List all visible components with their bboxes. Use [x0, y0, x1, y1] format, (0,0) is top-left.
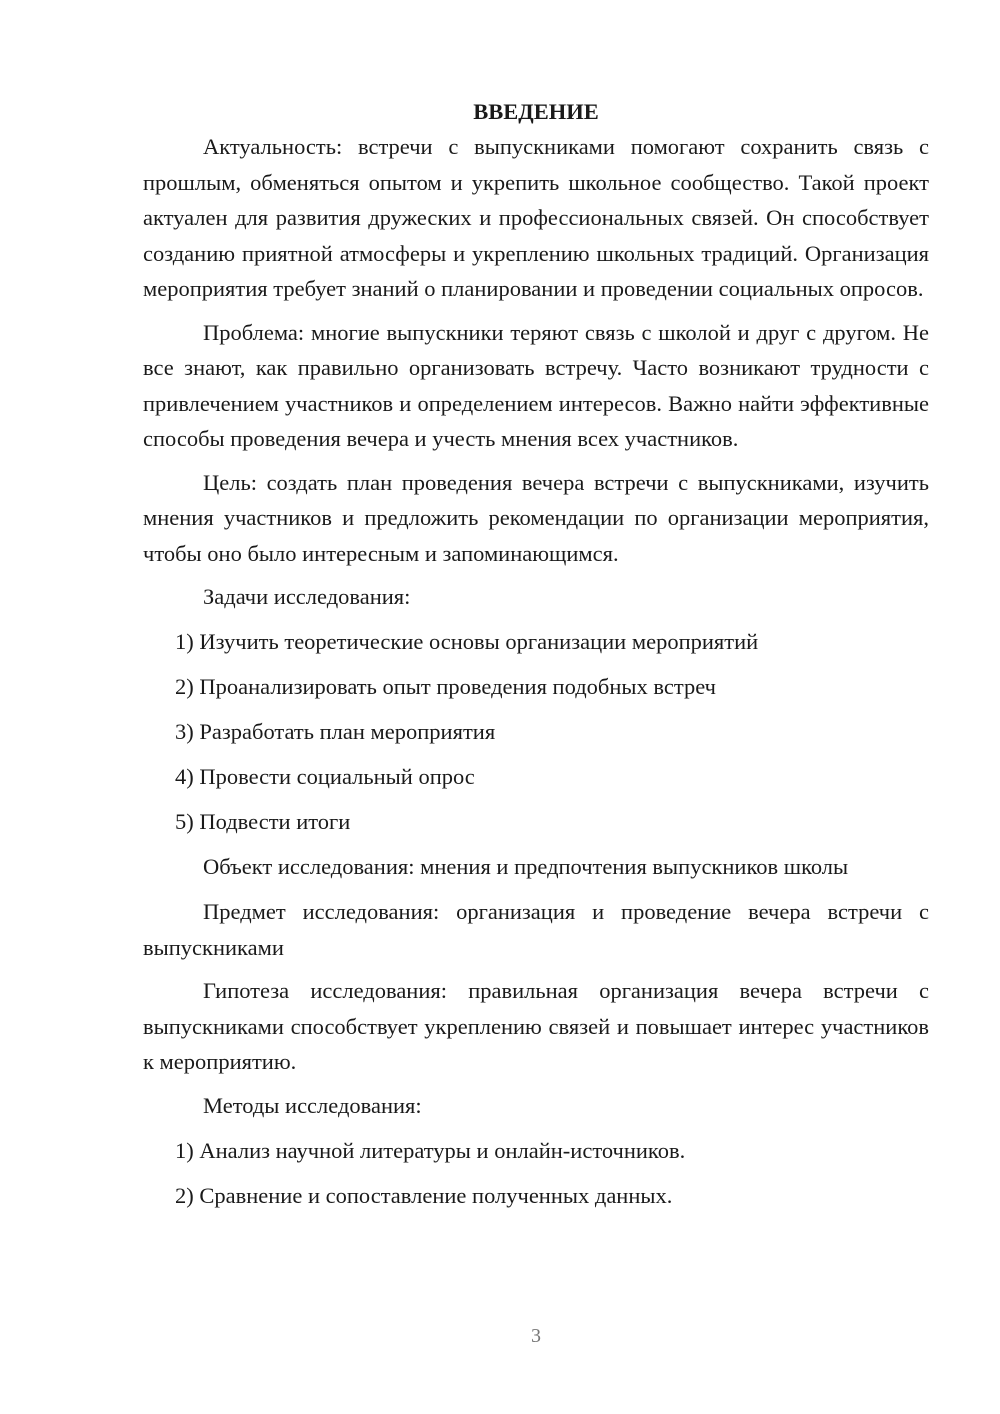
method-item: 2) Сравнение и сопоставление полученных данных.	[175, 1182, 673, 1208]
page-content	[143, 96, 929, 1223]
task-item: 4) Провести социальный опрос	[175, 764, 475, 789]
task-item: 3) Разработать план мероприятия	[175, 719, 496, 744]
object-paragraph: Объект исследования: мнения и предпочтения выпускников школы	[203, 854, 849, 879]
method-item: 1) Анализ научной литературы и онлайн-источников.	[175, 1137, 686, 1163]
subject-paragraph: Предмет исследования: организация и проведение вечера встречи с выпускниками	[143, 899, 929, 960]
tasks-heading: Задачи исследования:	[203, 584, 411, 609]
problem-paragraph: Проблема: многие выпускники теряют связь с школой и друг с другом. Не все знают, как правильно организовать встречу. Часто возникают трудности с привлечением участников и определением интересов. Важно найти эффективные способы проведения вечера и учесть мнения всех участников.	[143, 319, 929, 451]
goal-paragraph: Цель: создать план проведения вечера встречи с выпускниками, изучить мнения участников и предложить рекомендации по организации мероприятия, чтобы оно было интересным и запоминающимся.	[143, 469, 929, 566]
task-item: 1) Изучить теоретические основы организации мероприятий	[175, 629, 759, 654]
methods-heading: Методы исследования:	[203, 1092, 422, 1118]
relevance-paragraph: Актуальность: встречи с выпускниками помогают сохранить связь с прошлым, обменяться опытом и укрепить школьное сообщество. Такой проект актуален для развития дружеских и профессиональных связей. Он способствует созданию приятной атмосферы и укреплению школьных традиций. Организация мероприятия требует знаний о планировании и проведении социальных опросов.	[143, 134, 929, 301]
page-number: 3	[531, 1325, 541, 1347]
task-item: 5) Подвести итоги	[175, 809, 351, 834]
hypothesis-paragraph: Гипотеза исследования: правильная организация вечера встречи с выпускниками способствует укреплению связей и повышает интерес участников к мероприятию.	[143, 978, 929, 1074]
task-item: 2) Проанализировать опыт проведения подобных встреч	[175, 674, 716, 699]
section-title: ВВЕДЕНИЕ	[473, 99, 599, 124]
